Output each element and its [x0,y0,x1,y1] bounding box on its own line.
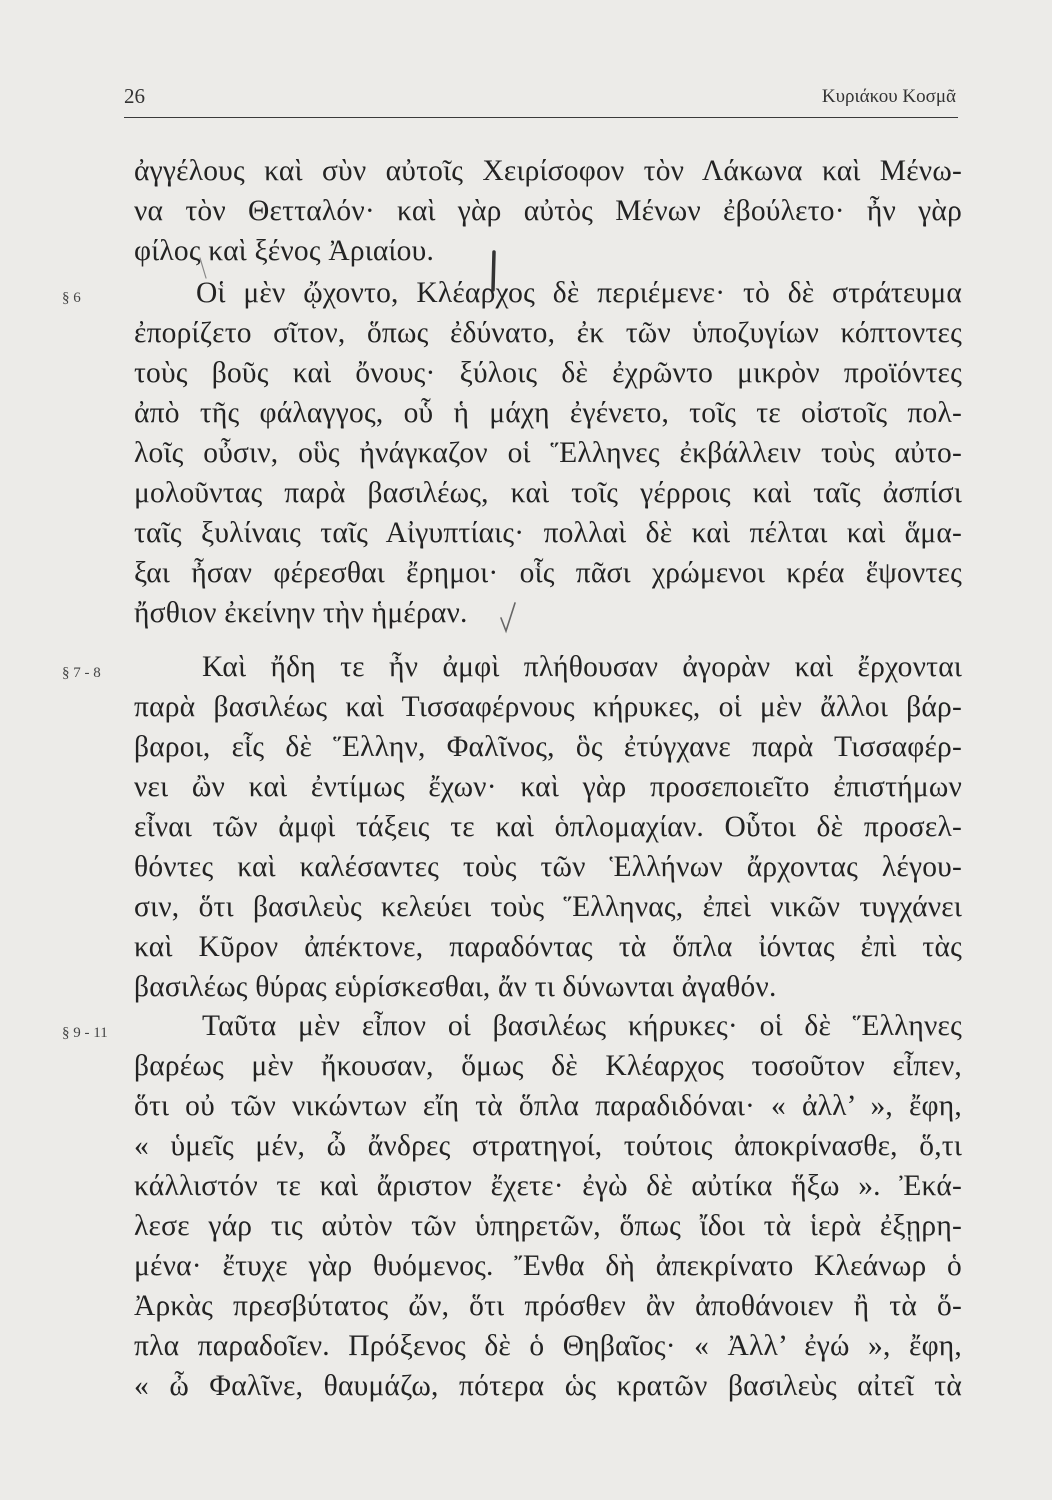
text-line: κάλλιστόν τε καὶ ἄριστον ἔχετε· ἐγὼ δὲ αὐτίκα ἥξω ». Ἐκά- [134,1170,962,1202]
margin-section-mark: § 9 - 11 [62,1025,108,1041]
text-line: ἀπὸ τῆς φάλαγγος, οὗ ἡ μάχη ἐγένετο, τοῖς τε οἰστοῖς πολ- [134,397,962,429]
text-line: πλα παραδοῖεν. Πρόξενος δὲ ὁ Θηβαῖος· « Ἀλλ’ ἐγώ », ἔφη, [134,1330,962,1362]
header-rule [124,117,958,118]
text-line: « ὑμεῖς μέν, ὦ ἄνδρες στρατηγοί, τούτοις ἀποκρίνασθε, ὅ,τι [134,1130,962,1162]
text-line: βαρέως μὲν ἤκουσαν, ὅμως δὲ Κλέαρχος τοσοῦτον εἶπεν, [134,1050,962,1082]
text-line: ὅτι οὐ τῶν νικώντων εἴη τὰ ὅπλα παραδιδόναι· « ἀλλ’ », ἔφη, [134,1090,962,1122]
text-line: να τὸν Θετταλόν· καὶ γὰρ αὐτὸς Μένων ἐβούλετο· ἦν γὰρ [134,195,962,227]
text-line: Ταῦτα μὲν εἶπον οἱ βασιλέως κήρυκες· οἱ δὲ Ἕλληνες [202,1010,962,1042]
text-line: μένα· ἔτυχε γὰρ θυόμενος. Ἔνθα δὴ ἀπεκρίνατο Κλεάνωρ ὁ [134,1250,962,1282]
text-line: εἶναι τῶν ἀμφὶ τάξεις τε καὶ ὁπλομαχίαν. Οὗτοι δὲ προσελ- [134,811,962,843]
running-head: Κυριάκου Κοσμᾶ [821,86,956,107]
pencil-bracket-mark [486,250,502,294]
text-line: λοῖς οὖσιν, οὓς ἠνάγκαζον οἱ Ἕλληνες ἐκβάλλειν τοὺς αὐτο- [134,437,962,469]
pencil-check-mark [498,600,518,634]
margin-section-mark: § 7 - 8 [62,665,101,681]
text-line: ξαι ἦσαν φέρεσθαι ἔρημοι· οἷς πᾶσι χρώμενοι κρέα ἕψοντες [134,557,962,589]
text-line: Ἀρκὰς πρεσβύτατος ὤν, ὅτι πρόσθεν ἂν ἀποθάνοιεν ἢ τὰ ὅ- [134,1290,962,1322]
text-line: βασιλέως θύρας εὑρίσκεσθαι, ἄν τι δύνωνται ἀγαθόν. [134,971,777,1003]
text-line: νει ὢν καὶ ἐντίμως ἔχων· καὶ γὰρ προσεποιεῖτο ἐπιστήμων [134,771,962,803]
margin-section-mark: § 6 [62,290,81,306]
text-line: βαροι, εἷς δὲ Ἕλλην, Φαλῖνος, ὃς ἐτύγχανε παρὰ Τισσαφέρ- [134,731,962,763]
page-header [120,80,960,110]
text-line: σιν, ὅτι βασιλεὺς κελεύει τοὺς Ἕλληνας, ἐπεὶ νικῶν τυγχάνει [134,891,962,923]
text-line: λεσε γάρ τις αὐτὸν τῶν ὑπηρετῶν, ὅπως ἴδοι τὰ ἱερὰ ἐξῃρη- [134,1210,962,1242]
text-line: ἀγγέλους καὶ σὺν αὐτοῖς Χειρίσοφον τὸν Λάκωνα καὶ Μένω- [134,155,962,187]
text-line: φίλος καὶ ξένος Ἀριαίου. [134,235,435,267]
text-line: ταῖς ξυλίναις ταῖς Αἰγυπτίαις· πολλαὶ δὲ καὶ πέλται καὶ ἅμα- [134,517,962,549]
text-line: Οἱ μὲν ᾤχοντο, Κλέαρχος δὲ περιέμενε· τὸ δὲ στράτευμα [196,277,962,309]
text-line: τοὺς βοῦς καὶ ὄνους· ξύλοις δὲ ἐχρῶντο μικρὸν προϊόντες [134,357,962,389]
page-number: 26 [124,84,145,108]
pencil-check-mark [196,254,216,294]
text-line: παρὰ βασιλέως καὶ Τισσαφέρνους κήρυκες, οἱ μὲν ἄλλοι βάρ- [134,691,962,723]
text-line: μολοῦντας παρὰ βασιλέως, καὶ τοῖς γέρροις καὶ ταῖς ἀσπίσι [134,477,962,509]
text-line: ἤσθιον ἐκείνην τὴν ἡμέραν. [134,597,468,629]
text-line: θόντες καὶ καλέσαντες τοὺς τῶν Ἑλλήνων ἄρχοντας λέγου- [134,851,962,883]
text-line: ἐπορίζετο σῖτον, ὅπως ἐδύνατο, ἐκ τῶν ὑποζυγίων κόπτοντες [134,317,962,349]
text-line: Καὶ ἤδη τε ἦν ἀμφὶ πλήθουσαν ἀγορὰν καὶ ἔρχονται [202,651,962,683]
text-line: « ὦ Φαλῖνε, θαυμάζω, πότερα ὡς κρατῶν βασιλεὺς αἰτεῖ τὰ [134,1370,962,1402]
text-line: καὶ Κῦρον ἀπέκτονε, παραδόντας τὰ ὅπλα ἰόντας ἐπὶ τὰς [134,931,962,963]
